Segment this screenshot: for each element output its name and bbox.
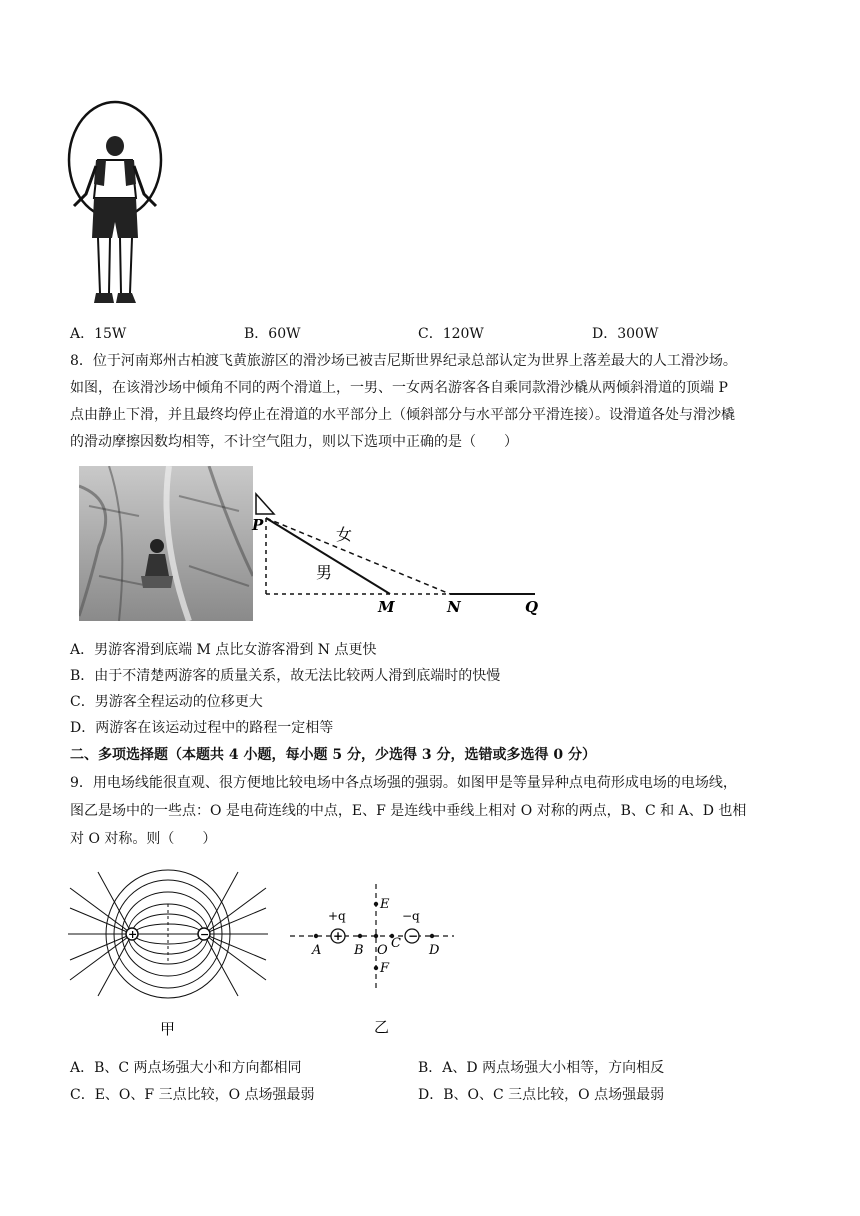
question-8-line-1: 8．位于河南郑州古柏渡飞黄旅游区的滑沙场已被吉尼斯世界纪录总部认定为世界上落差最大的人工滑沙场。 xyxy=(70,353,737,369)
label-plus-q: +q xyxy=(328,909,346,923)
sand-slide-photo xyxy=(79,466,253,621)
caption-jia: 甲 xyxy=(160,1020,176,1038)
caption-yi: 乙 xyxy=(374,1018,390,1036)
plus-charge-sign: + xyxy=(128,928,138,941)
yi-plus-sign: + xyxy=(333,929,344,943)
label-e: E xyxy=(380,897,390,912)
label-o: O xyxy=(377,943,388,958)
option-a: A．15W xyxy=(70,326,127,342)
label-b: B xyxy=(354,943,364,958)
q8-option-a: A．男游客滑到底端 M 点比女游客滑到 N 点更快 xyxy=(70,642,377,658)
label-f: F xyxy=(380,961,390,976)
q8-option-d: D．两游客在该运动过程中的路程一定相等 xyxy=(70,720,334,736)
label-q: Q xyxy=(525,598,539,616)
section-heading: 二、多项选择题（本题共 4 小题，每小题 5 分，少选得 3 分，选错或多选得 0 分） xyxy=(70,747,596,763)
question-8-line-3: 点由静止下滑，并且最终均停止在滑道的水平部分上（倾斜部分与水平部分平滑连接）。设滑道各处与滑沙橇 xyxy=(70,407,735,423)
points-figure xyxy=(288,880,468,1040)
q8-option-b: B．由于不清楚两游客的质量关系，故无法比较两人滑到底端时的快慢 xyxy=(70,668,501,684)
q9-option-a: A．B、C 两点场强大小和方向都相同 xyxy=(70,1060,302,1076)
label-d: D xyxy=(429,943,440,958)
q9-option-c: C．E、O、F 三点比较，O 点场强最弱 xyxy=(70,1087,315,1103)
q8-option-c: C．男游客全程运动的位移更大 xyxy=(70,694,263,710)
option-c: C．120W xyxy=(418,326,484,342)
question-8-line-2: 如图，在该滑沙场中倾角不同的两个滑道上，一男、一女两名游客各自乘同款滑沙橇从两倾斜滑道的顶端 P xyxy=(70,380,728,396)
q9-option-b: B．A、D 两点场强大小相等，方向相反 xyxy=(418,1060,665,1076)
yi-minus-sign: − xyxy=(408,929,419,943)
label-c: C xyxy=(391,936,401,951)
q9-option-d: D．B、O、C 三点比较，O 点场强最弱 xyxy=(418,1087,665,1103)
slide-diagram xyxy=(250,486,550,616)
question-9-line-3: 对 O 对称。则（ ） xyxy=(70,831,217,847)
minus-charge-sign: − xyxy=(200,928,210,941)
option-b: B．60W xyxy=(244,326,301,342)
jump-rope-figure xyxy=(60,98,170,313)
label-woman: 女 xyxy=(336,525,353,544)
label-m: M xyxy=(378,598,395,616)
option-d: D．300W xyxy=(592,326,659,342)
label-p: P xyxy=(252,516,264,534)
label-a: A xyxy=(312,943,322,958)
question-9-line-1: 9．用电场线能很直观、很方便地比较电场中各点场强的强弱。如图甲是等量异种点电荷形成电场的电场线， xyxy=(70,775,737,791)
field-lines-figure xyxy=(68,868,268,1048)
label-minus-q: −q xyxy=(402,909,420,923)
question-8-line-4: 的滑动摩擦因数均相等，不计空气阻力，则以下选项中正确的是（ ） xyxy=(70,434,518,450)
label-n: N xyxy=(447,598,461,616)
label-man: 男 xyxy=(316,563,333,582)
question-9-line-2: 图乙是场中的一些点：O 是电荷连线的中点，E、F 是连线中垂线上相对 O 对称的两点，B、C 和 A、D 也相 xyxy=(70,803,747,819)
